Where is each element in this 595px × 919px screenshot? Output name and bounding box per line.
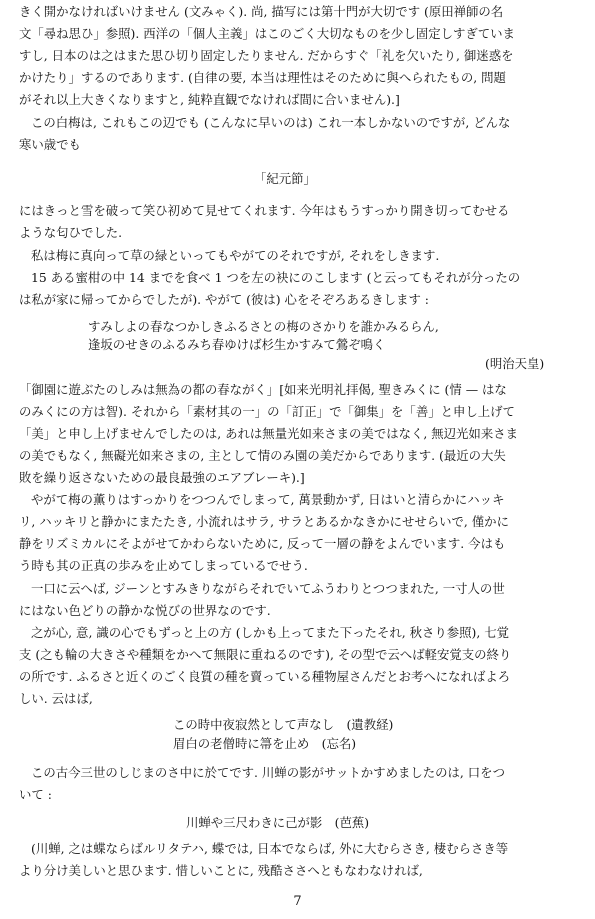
text-line: う時も其の正真の歩みを止めてしまっているでせう. <box>19 558 308 573</box>
text-line: ような匂ひでした. <box>19 225 123 240</box>
text-line: かけたり」するのであります. (自律の要, 本当は理性はそのために與へられたもの, 問題 <box>19 70 506 85</box>
text-line: すし, 日本のは之はまた思ひ切り固定したりません. だからすぐ「礼を欠いたり, 御迷惑を <box>19 48 514 63</box>
poem-line: この時中夜寂然として声なし (遺教経) <box>173 717 394 732</box>
page-number: 7 <box>293 894 302 909</box>
text-line: この古今三世のしじまのさ中に於てです. 川蝉の影がサットかすめましたのは, 口をつ <box>31 765 505 780</box>
text-line: 私は梅に真向って草の緑といってもやがてのそれですが, それをしきます. <box>31 248 440 263</box>
centered-quote: 「紀元節」 <box>254 171 316 186</box>
text-line: 静をリズミカルにそよがせてかわらないために, 反って一層の静をよんでいます. 今はも <box>19 536 506 551</box>
text-line: 一口に云へば, ジーンとすみきりながらそれでいてふうわりとつつまれた, 一寸人の世 <box>31 581 505 596</box>
text-line: は私が家に帰ってからでしたが). やがて (彼は) 心をそぞろあるきします : <box>19 292 429 307</box>
text-line: にはない色どりの静かな悦びの世界なのです. <box>19 603 271 618</box>
poem-line: 川蝉や三尺わきに己が影 (芭蕉) <box>186 815 370 830</box>
text-line: やがて梅の薫りはすっかりをつつんでしまって, 萬景動かず, 日はいと清らかにハッキ <box>31 492 505 507</box>
text-line: しい. 云はば, <box>19 691 93 706</box>
poem-attribution: (明治天皇) <box>485 356 545 371</box>
text-line: のみくにの方は智). それから「素材其の一」の「訂正」で「御集」を「善」と申し上げて <box>19 404 515 419</box>
text-line: 敗を繰り返さないための最良最強のエアブレーキ).] <box>19 470 305 485</box>
text-line: の美でもなく, 無礙光如来さまの, 主として情のみ園の美だからであります. (最近の大失 <box>19 448 506 463</box>
text-line: この白梅は, これもこの辺でも (こんなに早いのは) これ一本しかないのですが, どんな <box>31 115 511 130</box>
text-line: 「美」と申し上げませんでしたのは, あれは無量光如来さまの美ではなく, 無辺光如来さま <box>19 426 518 441</box>
text-line: がそれ以上大きくなりますと, 純粋直観でなければ間に合いません).] <box>19 92 400 107</box>
poem-line: 逢坂のせきのふるみち春ゆけば杉生かすみて鶯ぞ鳴く <box>88 337 386 352</box>
poem-line: 眉白の老僧時に箒を止め (忘名) <box>173 736 357 751</box>
text-line: きく開かなければいけません (文みゃく). 尚, 描写には第十門が大切です (原田禅師の名 <box>19 4 504 19</box>
text-line: リ, ハッキリと静かにまたたき, 小流れはサラ, サラとあるかなきかにせせらいで, 僅かに <box>19 514 509 529</box>
text-line: 15 ある蜜柑の中 14 までを食べ 1 つを左の袂にのこします (と云ってもそれが分ったの <box>31 270 521 285</box>
text-line: の所です. ふるさと近くのごく良質の種を賣っている種物屋さんだとお考へになればよろ <box>19 669 511 684</box>
text-line: 支 (之も輪の大きさや種類をかへて無限に重ねるのです), その型で云へば軽安覚支の終り <box>19 647 512 662</box>
text-line: いて : <box>19 787 52 802</box>
text-line: 文「尋ね思ひ」参照). 西洋の「個人主義」はこのごく大切なものを少し固定しすぎていま <box>19 26 515 41</box>
text-line: より分け美しいと思ひます. 惜しいことに, 残酷ささへともなわなければ, <box>19 863 423 878</box>
poem-line: すみしよの春なつかしきふるさとの梅のさかりを誰かみるらん, <box>88 319 439 334</box>
text-line: 之が心, 意, 識の心でもずっと上の方 (しかも上ってまた下ったそれ, 秋さり参照), 七覚 <box>31 625 510 640</box>
text-line: 「御園に遊ぶたのしみは無為の都の春ながく」[如来光明礼拝偈, 聖きみくに (情 — はな <box>19 382 507 397</box>
text-line: 寒い歳でも <box>19 137 81 152</box>
text-line: にはきっと雪を破って笑ひ初めて見せてくれます. 今年はもうすっかり開き切ってむせる <box>19 203 510 218</box>
text-line: (川蝉, 之は蝶ならばルリタテハ, 蝶では, 日本でならば, 外に大むらさき, 棲むらさき等 <box>31 841 509 856</box>
